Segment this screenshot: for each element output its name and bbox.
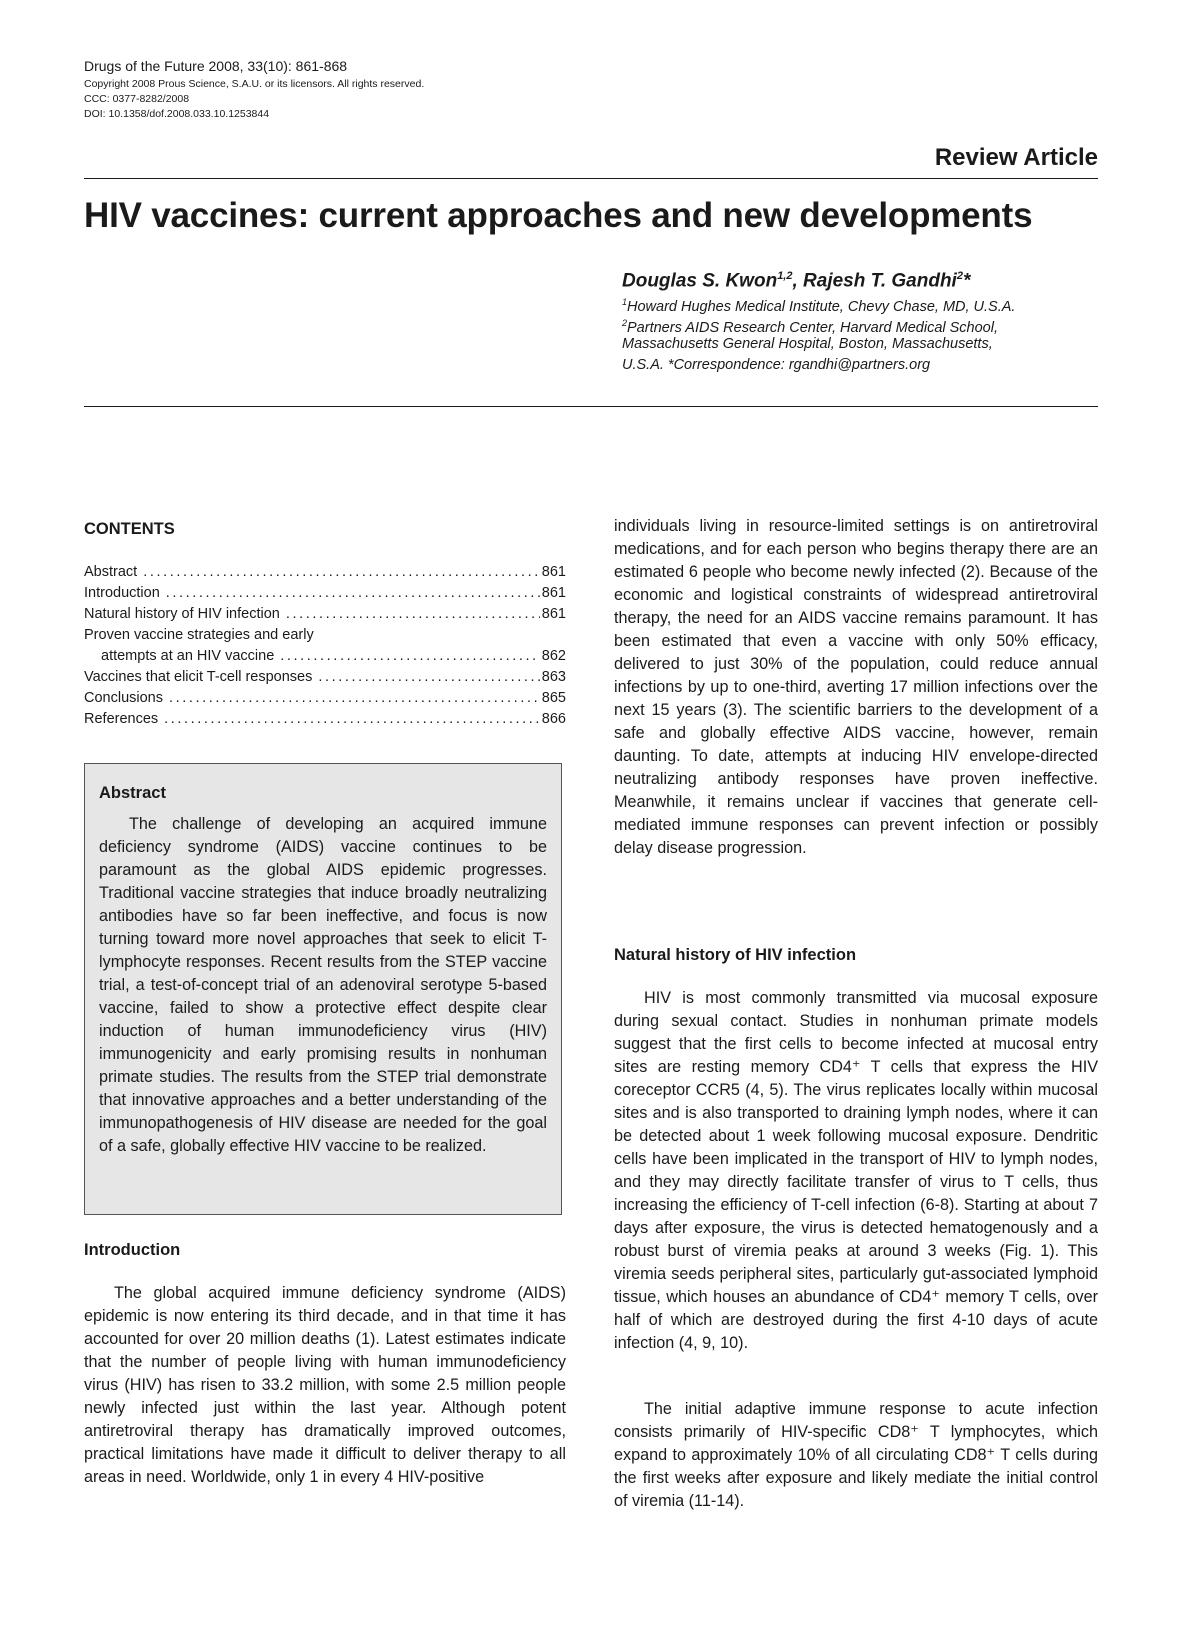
toc-label: Proven vaccine strategies and early xyxy=(84,627,314,643)
abstract-text: The challenge of developing an acquired immune deficiency syndrome (AIDS) vaccine continues to be paramount as the global AIDS epidemic progresses. Traditional vaccine strategies that induce broadly neutralizing antibodies have so far been ineffective, and focus is now turning toward more novel approaches that seek to elicit T-lymphocyte responses. Recent results from the STEP vaccine trial, a test-of-concept trial of an adenoviral serotype 5-based vaccine, failed to show a protective effect despite clear induction of human immunodeficiency virus (HIV) immunogenicity and early promising results in nonhuman primate studies. The results from the STEP trial demonstrate that innovative approaches and a better understanding of the immunopathogenesis of HIV disease are needed for the goal of a safe, globally effective HIV vaccine to be realized. xyxy=(99,815,547,1155)
toc-leader xyxy=(166,583,540,604)
author-line xyxy=(622,270,970,292)
journal-citation: Drugs of the Future 2008, 33(10): 861-868 xyxy=(84,58,348,74)
toc-label: attempts at an HIV vaccine xyxy=(101,648,275,664)
correspondence-line: U.S.A. *Correspondence: rgandhi@partners.org xyxy=(622,357,931,373)
author-name: Rajesh T. Gandhi xyxy=(803,270,957,292)
article-title: HIV vaccines: current approaches and new developments xyxy=(84,196,1033,235)
toc-label: Vaccines that elicit T-cell responses xyxy=(84,669,313,685)
toc-label: Introduction xyxy=(84,585,160,601)
author-separator: , xyxy=(792,270,804,292)
affiliation-number: 1 xyxy=(622,297,628,307)
toc-row[interactable] xyxy=(84,625,566,646)
affiliation-text: Howard Hughes Medical Institute, Chevy Chase, MD, U.S.A. xyxy=(627,298,1016,315)
toc-page: 866 xyxy=(541,711,566,727)
toc-page: 861 xyxy=(541,585,566,601)
toc-leader xyxy=(164,709,540,730)
toc-leader xyxy=(280,646,540,667)
toc-label: References xyxy=(84,711,159,727)
affiliation-number: 2 xyxy=(622,318,628,328)
affiliation-marker: 1,2 xyxy=(777,270,793,282)
toc-row[interactable] xyxy=(84,667,566,688)
natural-history-heading: Natural history of HIV infection xyxy=(614,946,857,964)
toc-row[interactable] xyxy=(84,646,566,667)
introduction-text: The global acquired immune deficiency syndrome (AIDS) epidemic is now entering its third decade, and in that time it has accounted for over 20 million deaths (1). Latest estimates indicate that the number of people living with human immunodeficiency virus (HIV) has risen to 33.2 million, with some 2.5 million people newly infected just within the last year. Although potent antiretroviral therapy has dramatically improved outcomes, practical limitations have made it difficult to deliver therapy to all areas in need. Worldwide, only 1 in every 4 HIV-positive xyxy=(84,1284,566,1486)
body-continuation: individuals living in resource-limited settings is on antiretroviral medications, and for each person who begins therapy there are an estimated 6 people who become newly infected (2). Because of the economic and logistical constraints of widespread antiretroviral therapy, the need for an AIDS vaccine remains paramount. It has been estimated that even a vaccine with only 50% efficacy, delivered to just 30% of the population, could reduce annual infections by up to one-third, averting 17 million infections over the next 15 years (3). The scientific barriers to the development of a safe and globally effective AIDS vaccine, however, remain daunting. To date, attempts at inducing HIV envelope-directed neutralizing antibody responses have proven ineffective. Meanwhile, it remains unclear if vaccines that generate cell-mediated immune responses can prevent infection or possibly delay disease progression. xyxy=(614,517,1098,857)
author-name: Douglas S. Kwon xyxy=(622,270,778,292)
natural-history-paragraph-2: The initial adaptive immune response to acute infection consists primarily of HIV-specific CD8⁺ T lymphocytes, which expand to approximately 10% of all circulating CD8⁺ T cells during the first weeks after exposure and likely mediate the initial control of viremia (11-14). xyxy=(614,1400,1098,1510)
article-type: Review Article xyxy=(934,144,1098,171)
table-of-contents xyxy=(84,562,566,730)
toc-page: 863 xyxy=(541,669,566,685)
abstract-box xyxy=(84,763,562,1215)
toc-page: 865 xyxy=(541,690,566,706)
header-rule xyxy=(84,178,1098,179)
ccc-line: CCC: 0377-8282/2008 xyxy=(84,93,190,105)
copyright-line: Copyright 2008 Prous Science, S.A.U. or its licensors. All rights reserved. xyxy=(84,78,425,90)
title-block-rule xyxy=(84,406,1098,407)
toc-label: Abstract xyxy=(84,564,138,580)
toc-row[interactable] xyxy=(84,583,566,604)
toc-leader xyxy=(143,562,540,583)
toc-label: Natural history of HIV infection xyxy=(84,606,280,622)
toc-leader xyxy=(169,688,540,709)
toc-row[interactable] xyxy=(84,562,566,583)
toc-row[interactable] xyxy=(84,688,566,709)
correspondence-marker: * xyxy=(962,270,971,292)
toc-page: 861 xyxy=(541,606,566,622)
affiliation-2-cont: Massachusetts General Hospital, Boston, Massachusetts, xyxy=(622,336,993,352)
contents-heading: CONTENTS xyxy=(84,520,175,538)
toc-leader xyxy=(286,604,540,625)
toc-row[interactable] xyxy=(84,604,566,625)
affiliation-text: Partners AIDS Research Center, Harvard Medical School, xyxy=(627,319,998,336)
toc-row[interactable] xyxy=(84,709,566,730)
natural-history-paragraph-1: HIV is most commonly transmitted via mucosal exposure during sexual contact. Studies in nonhuman primate models suggest that the first cells to become infected at mucosal entry sites are resting memory CD4⁺ T cells that express the HIV coreceptor CCR5 (4, 5). The virus replicates locally within mucosal sites and is also transported to draining lymph nodes, where it can be detected about 1 week following mucosal exposure. Dendritic cells have been implicated in the transport of HIV to lymph nodes, and they may directly facilitate transfer of virus to T cells, thus increasing the efficiency of T-cell infection (6-8). Starting at about 7 days after exposure, the virus is detected hematogenously and a robust burst of viremia peaks at around 3 weeks (Fig. 1). This viremia seeds peripheral sites, particularly gut-associated lymphoid tissue, which houses an abundance of CD4⁺ memory T cells, over half of which are destroyed during the first 4-10 days of acute infection (4, 9, 10). xyxy=(614,989,1098,1352)
introduction-heading: Introduction xyxy=(84,1241,181,1259)
toc-page: 862 xyxy=(541,648,566,664)
toc-label: Conclusions xyxy=(84,690,163,706)
abstract-heading: Abstract xyxy=(99,784,166,802)
doi-line: DOI: 10.1358/dof.2008.033.10.1253844 xyxy=(84,108,270,120)
affiliation-marker: 2 xyxy=(956,270,963,282)
toc-leader xyxy=(318,667,539,688)
toc-page: 861 xyxy=(541,564,566,580)
